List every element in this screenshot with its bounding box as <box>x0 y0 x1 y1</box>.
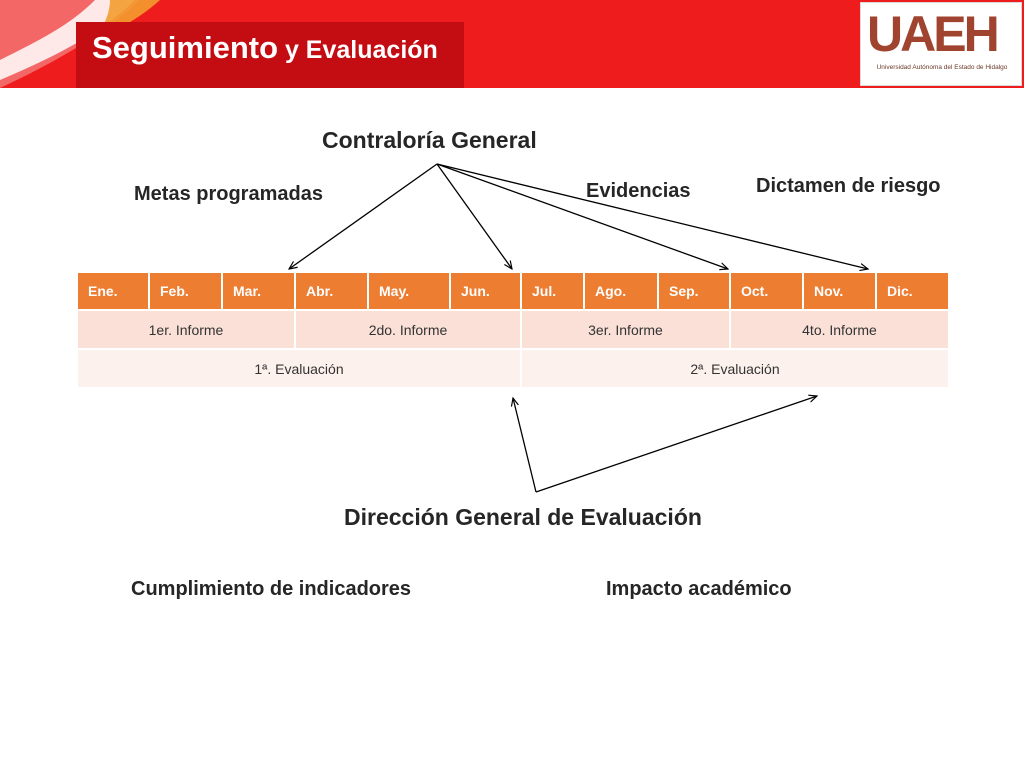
impacto-label: Impacto académico <box>606 578 792 600</box>
month-cell: Mar. <box>222 272 295 310</box>
month-cell: Dic. <box>876 272 949 310</box>
logo-subtitle: Universidad Autónoma del Estado de Hidalgo <box>876 64 1008 71</box>
evidencias-label: Evidencias <box>586 180 691 202</box>
dictamen-label: Dictamen de riesgo <box>756 175 941 197</box>
month-cell: Oct. <box>730 272 803 310</box>
informe-cell: 4to. Informe <box>730 310 949 349</box>
arrow-to-2a-evaluacion <box>536 396 817 492</box>
logo-letters: UAEH <box>867 6 997 62</box>
month-cell: Ene. <box>77 272 149 310</box>
direccion-label: Dirección General de Evaluación <box>344 504 702 530</box>
informe-cell: 2do. Informe <box>295 310 521 349</box>
title-rest: y Evaluación <box>278 36 438 64</box>
arrow-to-sep <box>437 164 728 269</box>
month-cell: Feb. <box>149 272 222 310</box>
month-cell: Jun. <box>450 272 521 310</box>
metas-label: Metas programadas <box>134 183 323 205</box>
month-cell: Abr. <box>295 272 368 310</box>
evaluacion-cell: 1ª. Evaluación <box>77 349 521 388</box>
informe-cell: 3er. Informe <box>521 310 730 349</box>
evaluacion-cell: 2ª. Evaluación <box>521 349 949 388</box>
contraloria-label: Contraloría General <box>322 127 537 153</box>
month-cell: May. <box>368 272 450 310</box>
month-cell: Sep. <box>658 272 730 310</box>
informe-cell: 1er. Informe <box>77 310 295 349</box>
title-main: Seguimiento <box>92 30 279 65</box>
cumplimiento-label: Cumplimiento de indicadores <box>131 578 412 600</box>
month-cell: Nov. <box>803 272 876 310</box>
arrow-to-nov <box>437 164 868 269</box>
month-cell: Jul. <box>521 272 584 310</box>
month-cell: Ago. <box>584 272 658 310</box>
arrow-to-1a-evaluacion <box>513 398 536 492</box>
arrow-to-mar <box>289 164 437 269</box>
